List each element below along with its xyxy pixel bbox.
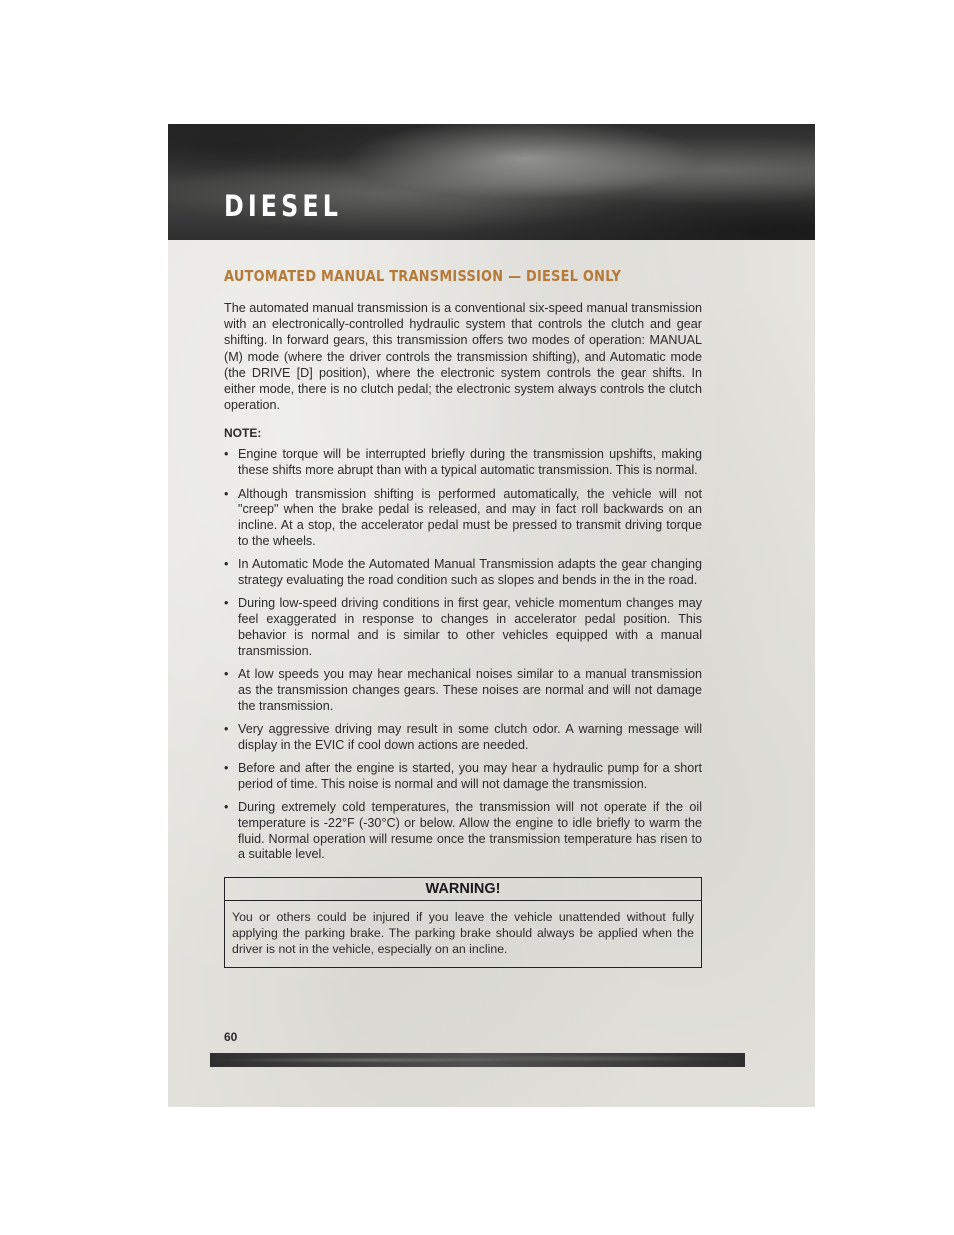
note-item-text: At low speeds you may hear mechanical noises similar to a manual transmission as the transmission changes gears. These noises are normal and will not damage the transmission. — [238, 666, 702, 713]
page-number: 60 — [224, 1030, 238, 1044]
note-item — [224, 722, 702, 754]
chapter-title: DIESEL — [224, 189, 342, 223]
note-item-text: During low-speed driving conditions in first gear, vehicle momentum changes may feel exaggerated in response to changes in accelerator pedal position. This behavior is normal and is similar to other vehicles equipped with a manual transmission. — [238, 596, 702, 658]
note-item-text: In Automatic Mode the Automated Manual Transmission adapts the gear changing strategy evaluating the road condition such as slopes and bends in the in the road. — [238, 557, 702, 587]
content-area — [224, 266, 702, 968]
warning-box — [224, 877, 702, 967]
bullet-icon: • — [224, 721, 229, 736]
header-band — [168, 124, 815, 240]
note-item — [224, 596, 702, 659]
note-item-text: Engine torque will be interrupted briefly during the transmission upshifts, making these shifts more abrupt than with a typical automatic transmission. This is normal. — [238, 447, 702, 478]
bullet-icon: • — [224, 447, 229, 462]
note-item — [224, 800, 702, 863]
bullet-icon: • — [224, 760, 229, 775]
note-item — [224, 557, 702, 589]
note-item-text: During extremely cold temperatures, the transmission will not operate if the oil temperature is -22°F (-30°C) or below. Allow the engine to idle briefly to warm the fluid. Normal operation will resume once the transmission temperature has risen to a suitable level. — [238, 800, 702, 862]
note-list — [224, 447, 702, 863]
bullet-icon: • — [224, 800, 229, 815]
bullet-icon: • — [224, 596, 229, 611]
note-label: NOTE: — [224, 426, 262, 441]
bullet-icon: • — [224, 666, 229, 681]
section-title: AUTOMATED MANUAL TRANSMISSION — DIESEL ONLY — [224, 267, 622, 285]
note-item-text: Before and after the engine is started, you may hear a hydraulic pump for a short period of time. This noise is normal and will not damage the transmission. — [238, 760, 702, 791]
note-item — [224, 447, 702, 479]
note-item — [224, 487, 702, 550]
warning-text: You or others could be injured if you leave the vehicle unattended without fully applying the parking brake. The parking brake should always be applied when the driver is not in the vehicle, especially on an incline. — [232, 910, 694, 956]
note-item-text: Although transmission shifting is performed automatically, the vehicle will not "creep" when the brake pedal is released, and may in fact roll backwards on an incline. At a stop, the accelerator pedal must be pressed to transmit driving torque to the wheels. — [238, 486, 702, 548]
note-item-text: Very aggressive driving may result in some clutch odor. A warning message will display in the EVIC if cool down actions are needed. — [238, 721, 702, 752]
intro-paragraph: The automated manual transmission is a conventional six-speed manual transmission with an electronically-controlled hydraulic system that controls the clutch and gear shifting. In forward gears, this transmission offers two modes of operation: MANUAL (M) mode (where the driver controls the transmission shifting), and Automatic mode (the DRIVE [D] position), where the electronic system controls the gear shifts. In either mode, there is no clutch pedal; the electronic system always controls the clutch operation. — [224, 301, 702, 413]
warning-title: WARNING! — [225, 878, 701, 901]
note-item — [224, 761, 702, 793]
manual-page — [168, 124, 815, 1107]
note-item — [224, 667, 702, 714]
bullet-icon: • — [224, 486, 229, 501]
footer-bar — [210, 1053, 745, 1067]
bullet-icon: • — [224, 557, 229, 572]
